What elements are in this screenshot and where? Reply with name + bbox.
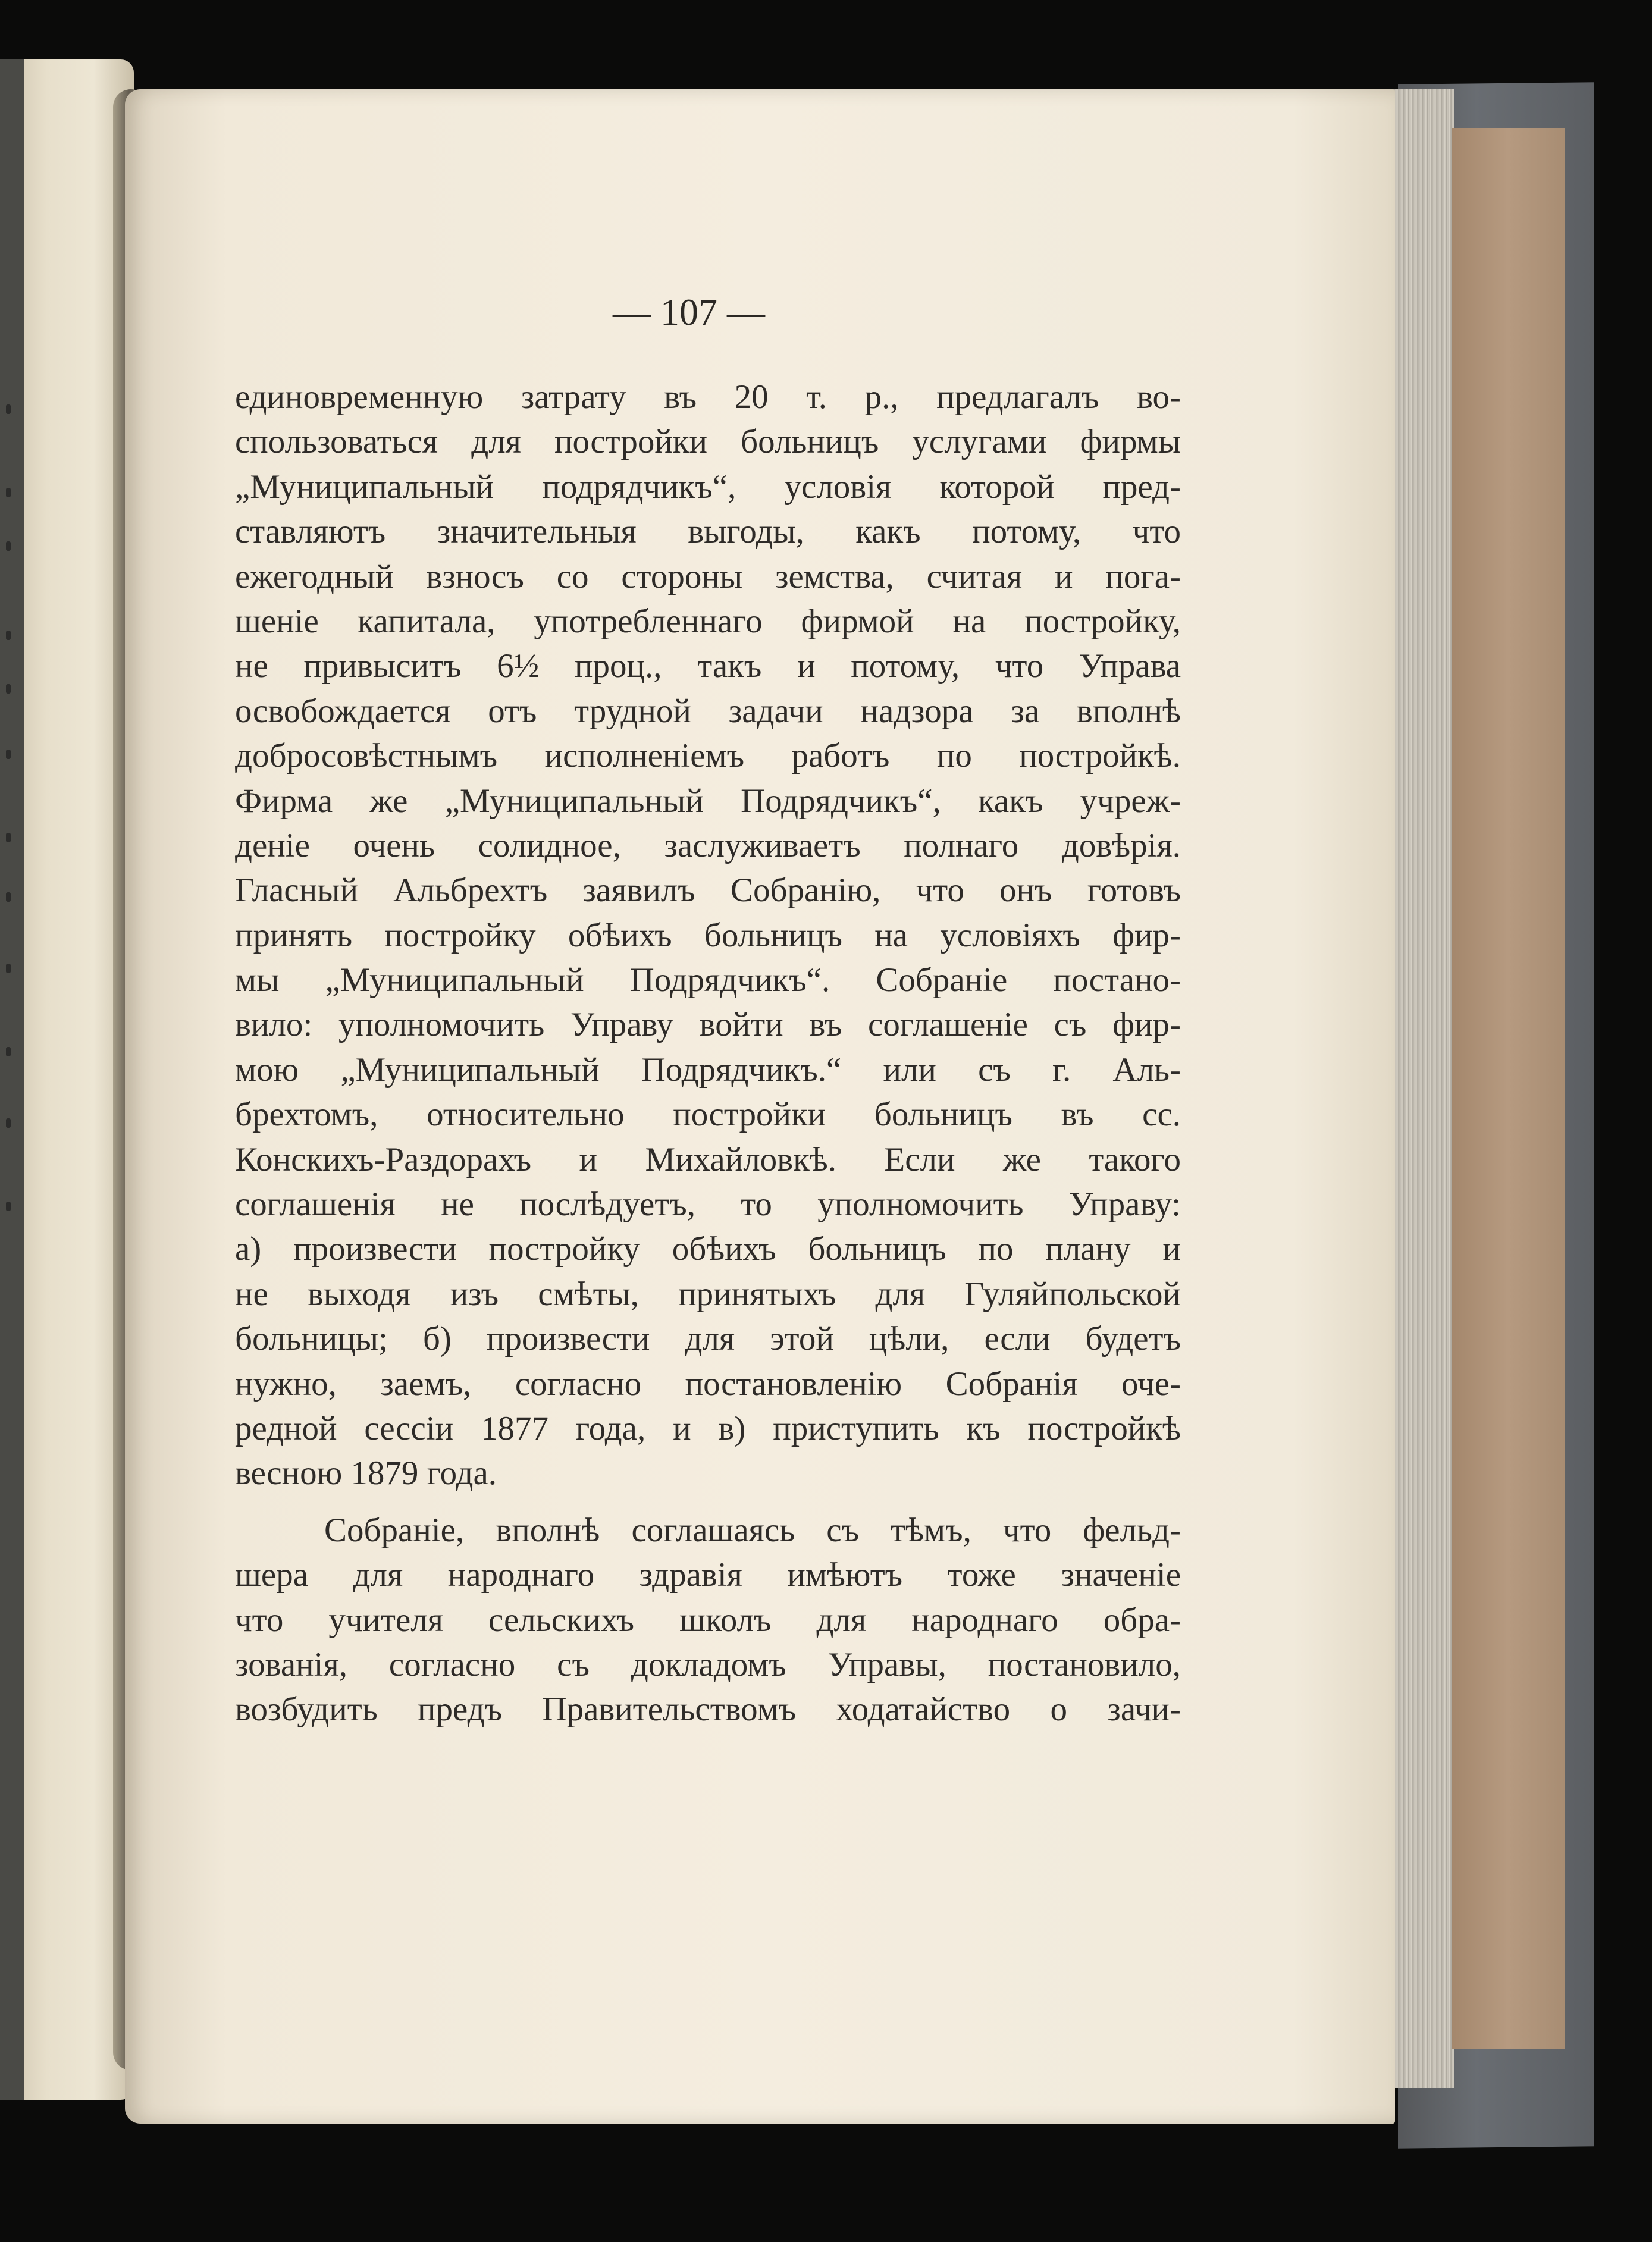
text-line: Собраніе, вполнѣ соглашаясь съ тѣмъ, что фельд- <box>324 1511 1181 1549</box>
text-line: шера для народнаго здравія имѣютъ тоже значеніе <box>235 1556 1181 1594</box>
text-line: Конскихъ-Раздорахъ и Михайловкѣ. Если же такого <box>235 1140 1181 1178</box>
text-line: Фирма же „Муниципальный Подрядчикъ“, какъ учреж- <box>235 782 1181 820</box>
text-line: не выходя изъ смѣты, принятыхъ для Гуляйпольской <box>235 1275 1181 1313</box>
text-line: возбудить предъ Правительствомъ ходатайство о зачи- <box>235 1691 1181 1729</box>
text-line: принять постройку обѣихъ больницъ на условіяхъ фир- <box>235 916 1181 954</box>
text-line: освобождается отъ трудной задачи надзора за вполнѣ <box>235 692 1181 730</box>
page-stack-edge <box>1386 89 1454 2088</box>
text-line: не привыситъ 6½ проц., такъ и потому, что Управа <box>235 647 1181 685</box>
text-line: добросовѣстнымъ исполненіемъ работъ по постройкѣ. <box>235 737 1181 775</box>
text-line: единовременную затрату въ 20 т. р., предлагалъ во- <box>235 378 1181 416</box>
page-number: — 107 — <box>613 291 765 333</box>
text-line: что учителя сельскихъ школъ для народнаго обра- <box>235 1601 1181 1639</box>
text-line: шеніе капитала, употребленнаго фирмой на постройку, <box>235 602 1181 640</box>
paragraph-2 <box>235 1508 1181 1732</box>
text-line: редной сессіи 1877 года, и в) приступить къ постройкѣ <box>235 1409 1181 1447</box>
text-line: мы „Муниципальный Подрядчикъ“. Собраніе постано- <box>235 961 1181 999</box>
text-line: деніе очень солидное, заслуживаетъ полнаго довѣрія. <box>235 826 1181 864</box>
text-line: вило: уполномочить Управу войти въ соглашеніе съ фир- <box>235 1006 1181 1044</box>
text-line: мою „Муниципальный Подрядчикъ.“ или съ г. Аль- <box>235 1051 1181 1089</box>
text-line: больницы; б) произвести для этой цѣли, если будетъ <box>235 1320 1181 1358</box>
text-line: зованія, согласно съ докладомъ Управы, постановило, <box>235 1645 1181 1683</box>
paragraph-1 <box>235 375 1181 1496</box>
text-line: ставляютъ значительныя выгоды, какъ потому, что <box>235 513 1181 551</box>
text-line: весною 1879 года. <box>235 1454 497 1492</box>
text-line: соглашенія не послѣдуетъ, то уполномочить Управу: <box>235 1186 1181 1224</box>
left-page-text-fragments <box>6 381 24 1273</box>
page-text <box>235 375 1181 1732</box>
text-line: Гласный Альбрехтъ заявилъ Собранію, что онъ готовъ <box>235 871 1181 910</box>
text-line: ежегодный взносъ со стороны земства, считая и пога- <box>235 557 1181 595</box>
text-line: брехтомъ, относительно постройки больницъ въ сс. <box>235 1096 1181 1134</box>
page-block-edge <box>1452 128 1565 2049</box>
text-line: спользоваться для постройки больницъ услугами фирмы <box>235 423 1181 461</box>
text-line: нужно, заемъ, согласно постановленію Собранія оче- <box>235 1365 1181 1403</box>
paragraph-gap <box>235 1496 1181 1508</box>
text-line: „Муниципальный подрядчикъ“, условія которой пред- <box>235 468 1181 506</box>
text-line: а) произвести постройку обѣихъ больницъ по плану и <box>235 1230 1181 1268</box>
